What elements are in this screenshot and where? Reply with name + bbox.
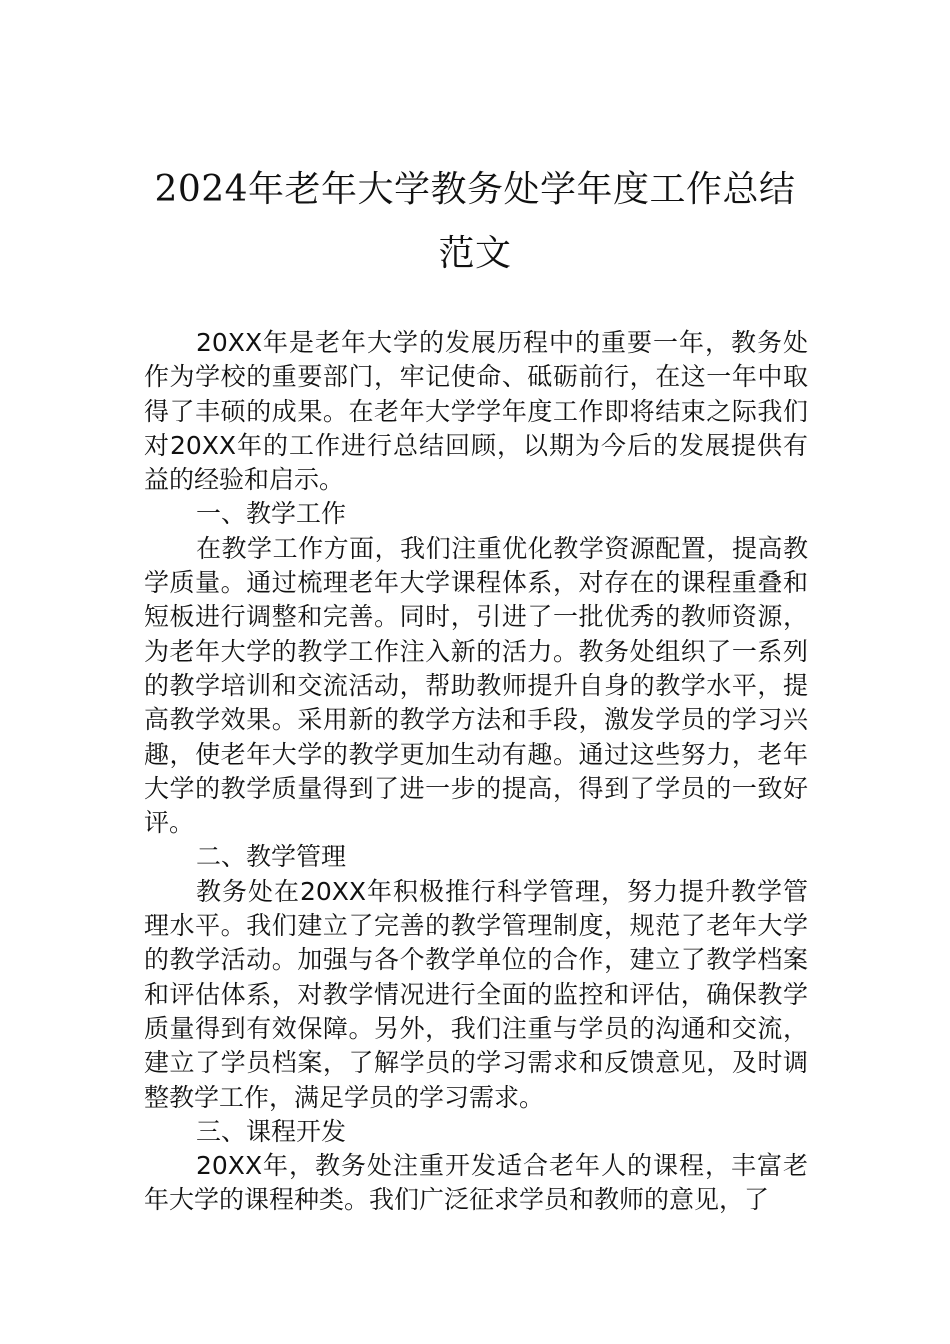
section-heading-curriculum: 三、课程开发 (196, 1116, 347, 1146)
section-paragraph-teaching: 在教学工作方面，我们注重优化教学资源配置，提高教学质量。通过梳理老年大学课程体系，对存在的课程重叠和短板进行调整和完善。同时，引进了一批优秀的教师资源，为老年大学的教学工作注入新的活力。教务处组织了一系列的教学培训和交流活动，帮助教师提升自身的教学水平，提高教学效果。采用新的教学方法和手段，激发学员的学习兴趣，使老年大学的教学更加生动有趣。通过这些努力，老年大学的教学质量得到了进一步的提高，得到了学员的一致好评。 (144, 533, 808, 838)
section-heading-teaching: 一、教学工作 (196, 499, 347, 529)
section-heading-management: 二、教学管理 (196, 842, 347, 872)
intro-paragraph: 20XX年是老年大学的发展历程中的重要一年，教务处作为学校的重要部门，牢记使命、砥砺前行，在这一年中取得了丰硕的成果。在老年大学学年度工作即将结束之际我们对20XX年的工作进行总结回顾，以期为今后的发展提供有益的经验和启示。 (144, 328, 808, 495)
document-body (144, 326, 808, 1218)
document-title: 2024年老年大学教务处学年度工作总结范文 (154, 169, 796, 274)
section-paragraph-curriculum: 20XX年，教务处注重开发适合老年人的课程，丰富老年大学的课程种类。我们广泛征求学员和教师的意见，了 (144, 1151, 808, 1215)
section-paragraph-management: 教务处在20XX年积极推行科学管理，努力提升教学管理水平。我们建立了完善的教学管理制度，规范了老年大学的教学活动。加强与各个教学单位的合作，建立了教学档案和评估体系，对教学情况进行全面的监控和评估，确保教学质量得到有效保障。另外，我们注重与学员的沟通和交流，建立了学员档案，了解学员的学习需求和反馈意见，及时调整教学工作，满足学员的学习需求。 (144, 876, 808, 1112)
